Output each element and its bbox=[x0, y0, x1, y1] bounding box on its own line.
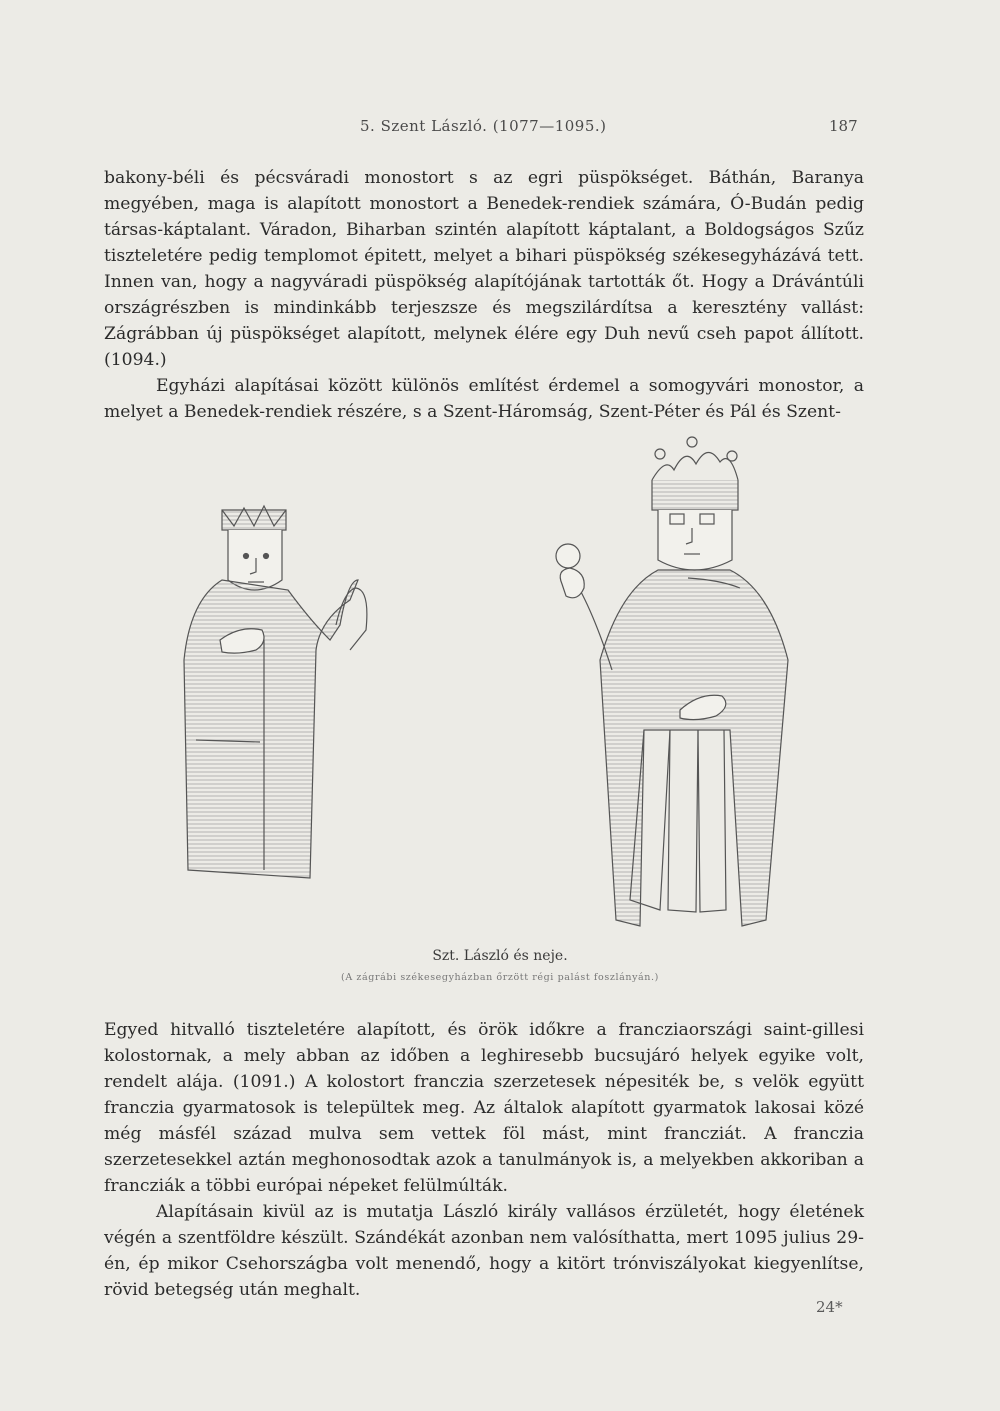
figure-subcaption: (A zágrábi székesegyházban őrzött régi palást foszlányán.) bbox=[341, 972, 659, 983]
signature-mark: 24* bbox=[816, 1298, 843, 1316]
page-number: 187 bbox=[829, 117, 858, 135]
text-block-top bbox=[104, 165, 864, 425]
figure-engraving bbox=[160, 430, 820, 950]
figure-caption: Szt. László és neje. bbox=[432, 948, 568, 964]
paragraph: Egyházi alapításai között különös említést érdemel a somogyvári monostor, a melyet a Benedek-rendiek részére, s a Szent-Háromság, Szent-Péter és Pál és Szent- bbox=[104, 376, 864, 422]
text-block-bottom bbox=[104, 1017, 864, 1303]
paragraph: bakony-béli és pécsváradi monostort s az egri püspökséget. Báthán, Baranya megyében, maga is alapított monostort a Benedek-rendiek számára, Ó-Budán pedig társas-káptalant. Váradon, Biharban szintén alapított káptalant, a Boldogságos Szűz tiszteletére pedig templomot épitett, melyet a bihari püspökség székesegyházává tett. Innen van, hogy a nagyváradi püspökség alapítójának tartották őt. Hogy a Drávántúli országrészben is mindinkább terjeszsze és megszilárdítsa a keresztény vallást: Zágrábban új püspökséget alapított, melynek élére egy Duh nevű cseh papot állított. (1094.) bbox=[104, 168, 864, 370]
queen-figure bbox=[556, 437, 788, 926]
running-head bbox=[0, 117, 1000, 139]
paragraph: Alapításain kivül az is mutatja László király vallásos érzületét, hogy életének végén a szentföldre készült. Szándékát azonban nem valósíthatta, mert 1095 julius 29-én, ép mikor Csehországba volt menendő, hogy a kitört trónviszályokat kiegyenlítse, rövid betegség után meghalt. bbox=[104, 1202, 864, 1300]
running-head-title: 5. Szent László. (1077—1095.) bbox=[360, 117, 607, 135]
king-figure bbox=[184, 506, 367, 878]
illustration bbox=[160, 430, 820, 950]
paragraph: Egyed hitvalló tiszteletére alapított, és örök időkre a francziaországi saint-gillesi kolostornak, a mely abban az időben a leghiresebb bucsujáró helyek egyike volt, rendelt alája. (1091.) A kolostort franczia szerzetesek népesiték be, s velök együtt franczia gyarmatosok is települtek meg. Az általok alapított gyarmatok lakosai közé még másfél század mulva sem vettek föl mást, mint francziát. A franczia szerzetesekkel aztán meghonosodtak azok a tanulmányok is, a melyekben akkoriban a francziák a többi európai népeket felülmúlták. bbox=[104, 1020, 864, 1196]
